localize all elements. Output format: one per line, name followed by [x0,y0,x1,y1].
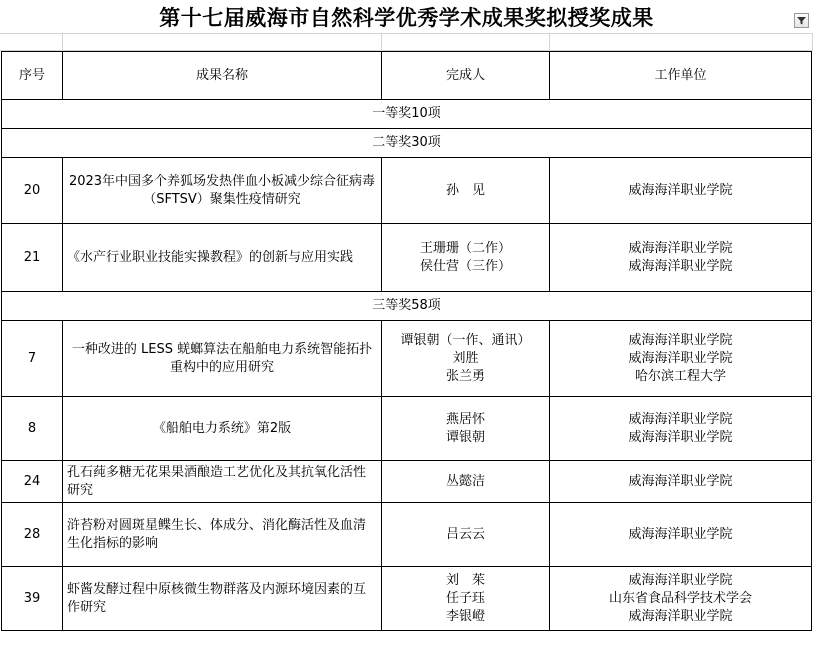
table-row [2,567,812,631]
unit-name: 威海海洋职业学院 [628,473,733,489]
cell-name[interactable]: 一种改进的 LESS 蜣螂算法在船舶电力系统智能拓扑重构中的应用研究 [63,321,382,397]
cell-no[interactable]: 8 [2,397,63,461]
unit-name: 威海海洋职业学院 [628,240,733,256]
unit-name: 威海海洋职业学院 [628,608,733,624]
cell-unit[interactable] [550,224,812,292]
cell-name[interactable]: 《水产行业职业技能实操教程》的创新与应用实践 [63,224,382,292]
section-row-first [2,100,812,129]
cell-people[interactable] [382,461,550,503]
person-name: 刘胜 [452,350,479,366]
cell-unit[interactable] [550,321,812,397]
cell-no[interactable]: 20 [2,158,63,224]
column-header-no[interactable]: 序号 [2,52,63,100]
filter-dropdown-icon [796,15,807,26]
cell-no[interactable]: 24 [2,461,63,503]
unit-name: 威海海洋职业学院 [628,572,733,588]
gridline [62,33,63,51]
unit-name: 威海海洋职业学院 [628,350,733,366]
column-header-name[interactable]: 成果名称 [63,52,382,100]
cell-people[interactable] [382,321,550,397]
cell-name[interactable]: 孔石莼多糖无花果果酒酿造工艺优化及其抗氧化活性研究 [63,461,382,503]
filter-dropdown-button[interactable] [794,13,809,28]
cell-unit[interactable] [550,461,812,503]
person-name: 刘 茱 [445,572,485,588]
person-name: 谭银朝（一作、通讯） [400,332,531,348]
cell-unit[interactable] [550,397,812,461]
table-row [2,503,812,567]
unit-name: 威海海洋职业学院 [628,411,733,427]
gridline [0,33,813,34]
person-name: 李银嶝 [445,608,485,624]
unit-name: 威海海洋职业学院 [628,332,733,348]
cell-people[interactable] [382,567,550,631]
unit-name: 威海海洋职业学院 [628,526,733,542]
table-row [2,321,812,397]
cell-name[interactable]: 2023年中国多个养狐场发热伴血小板减少综合征病毒（SFTSV）聚集性疫情研究 [63,158,382,224]
sheet-title: 第十七届威海市自然科学优秀学术成果奖拟授奖成果 [159,5,654,30]
cell-no[interactable]: 7 [2,321,63,397]
unit-name: 威海海洋职业学院 [628,182,733,198]
awards-table [1,51,812,631]
unit-name: 哈尔滨工程大学 [634,368,726,384]
table-row [2,461,812,503]
cell-unit[interactable] [550,503,812,567]
person-name: 丛懿洁 [445,473,485,489]
unit-name: 山东省食品科学技术学会 [608,590,752,606]
cell-no[interactable]: 28 [2,503,63,567]
section-label[interactable]: 二等奖30项 [2,129,812,158]
cell-unit[interactable] [550,158,812,224]
section-label[interactable]: 一等奖10项 [2,100,812,129]
person-name: 谭银朝 [445,429,485,445]
person-name: 王珊珊（二作） [419,240,511,256]
cell-people[interactable] [382,224,550,292]
cell-no[interactable]: 21 [2,224,63,292]
table-row [2,224,812,292]
cell-people[interactable] [382,158,550,224]
person-name: 燕居怀 [445,411,485,427]
unit-name: 威海海洋职业学院 [628,258,733,274]
gridline [549,33,550,51]
cell-name[interactable]: 《船舶电力系统》第2版 [63,397,382,461]
unit-name: 威海海洋职业学院 [628,429,733,445]
column-header-unit[interactable]: 工作单位 [550,52,812,100]
cell-no[interactable]: 39 [2,567,63,631]
person-name: 孙 见 [445,182,485,198]
section-row-second [2,129,812,158]
gridline [381,33,382,51]
cell-name[interactable]: 浒苔粉对圆斑星鲽生长、体成分、消化酶活性及血清生化指标的影响 [63,503,382,567]
cell-unit[interactable] [550,567,812,631]
column-header-people[interactable]: 完成人 [382,52,550,100]
person-name: 任子珏 [445,590,485,606]
cell-people[interactable] [382,503,550,567]
header-row [2,52,812,100]
table-row [2,158,812,224]
cell-people[interactable] [382,397,550,461]
section-label[interactable]: 三等奖58项 [2,292,812,321]
table-row [2,397,812,461]
person-name: 吕云云 [445,526,485,542]
section-row-third [2,292,812,321]
person-name: 张兰勇 [445,368,485,384]
person-name: 侯仕营（三作） [419,258,511,274]
cell-name[interactable]: 虾酱发酵过程中原核微生物群落及内源环境因素的互作研究 [63,567,382,631]
